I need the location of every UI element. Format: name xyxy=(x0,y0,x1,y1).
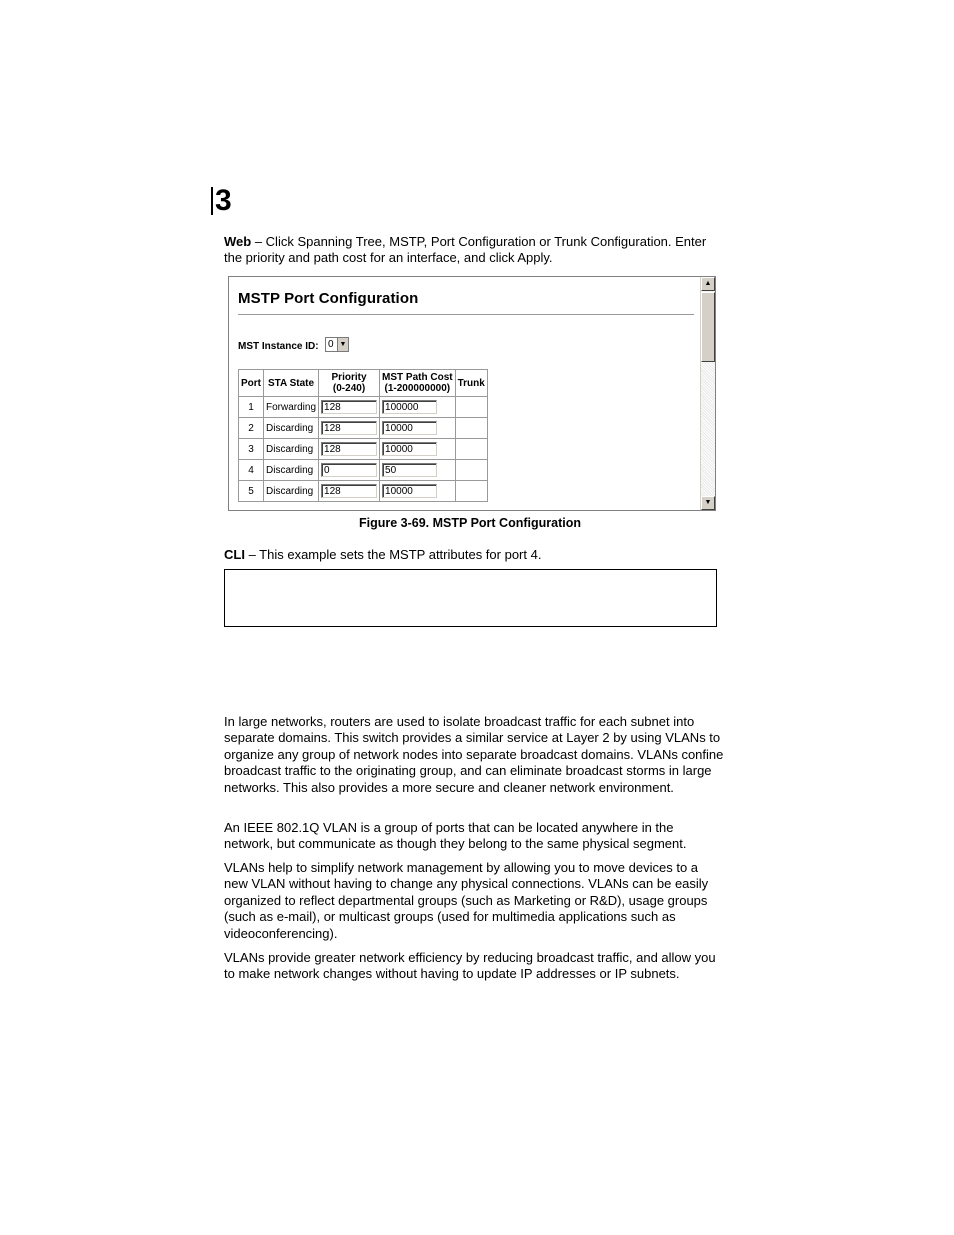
path-cost-input[interactable]: 50 xyxy=(382,463,437,477)
port-number: 3 xyxy=(239,439,264,460)
sta-state: Discarding xyxy=(264,460,319,481)
sta-state: Discarding xyxy=(264,439,319,460)
trunk-cell xyxy=(455,439,487,460)
col-path-cost-label: MST Path Cost xyxy=(382,372,453,383)
cli-label: CLI xyxy=(224,547,245,562)
col-sta-state: STA State xyxy=(264,370,319,397)
priority-input[interactable]: 0 xyxy=(321,463,377,477)
col-path-cost xyxy=(380,370,456,397)
web-instructions xyxy=(224,234,724,267)
priority-input[interactable]: 128 xyxy=(321,442,377,456)
port-table xyxy=(238,369,488,502)
cost-cell xyxy=(380,418,456,439)
sta-state: Forwarding xyxy=(264,397,319,418)
priority-input[interactable]: 128 xyxy=(321,400,377,414)
trunk-cell xyxy=(455,481,487,502)
sta-state: Discarding xyxy=(264,418,319,439)
priority-cell xyxy=(319,397,380,418)
body-paragraph: VLANs provide greater network efficiency by reducing broadcast traffic, and allow you to make network changes without having to update IP addresses or IP subnets. xyxy=(224,950,716,982)
figure-caption: Figure 3-69. MSTP Port Configuration xyxy=(358,516,581,530)
body-paragraph: An IEEE 802.1Q VLAN is a group of ports that can be located anywhere in the network, but communicate as though they belong to the same physical segment. xyxy=(224,820,687,852)
table-row xyxy=(239,481,488,502)
path-cost-input[interactable]: 10000 xyxy=(382,421,437,435)
cost-cell xyxy=(380,397,456,418)
priority-input[interactable]: 128 xyxy=(321,421,377,435)
cost-cell xyxy=(380,439,456,460)
col-trunk: Trunk xyxy=(455,370,487,397)
scroll-up-icon[interactable]: ▲ xyxy=(701,277,715,291)
priority-cell xyxy=(319,481,380,502)
cost-cell xyxy=(380,481,456,502)
port-number: 5 xyxy=(239,481,264,502)
mst-instance-select[interactable] xyxy=(325,337,349,352)
mstp-port-config-screenshot xyxy=(228,276,716,511)
path-cost-input[interactable]: 10000 xyxy=(382,484,437,498)
scroll-thumb[interactable] xyxy=(701,292,715,362)
scroll-down-icon[interactable]: ▼ xyxy=(701,496,715,510)
dropdown-arrow-icon[interactable]: ▼ xyxy=(337,338,348,351)
body-paragraph: VLANs help to simplify network management by allowing you to move devices to a new VLAN without having to change any physical connections. VLANs can be easily organized to reflect departmental groups (such as Marketing or R&D), usage groups (such as e-mail), or multicast groups (used for multimedia applications such as videoconferencing). xyxy=(224,860,709,941)
body-paragraph: In large networks, routers are used to isolate broadcast traffic for each subnet into separate domains. This switch provides a similar service at Layer 2 by using VLANs to organize any group of network nodes into separate broadcast domains. VLANs confine broadcast traffic to the originating group, and can eliminate broadcast storms in large networks. This also provides a more secure and cleaner network environment. xyxy=(224,714,724,795)
vertical-scrollbar[interactable] xyxy=(700,277,715,510)
web-instructions-text: – Click Spanning Tree, MSTP, Port Configuration or Trunk Configuration. Enter the priority and path cost for an interface, and click Apply. xyxy=(224,234,707,266)
trunk-cell xyxy=(455,418,487,439)
mst-instance-value: 0 xyxy=(328,339,334,350)
cost-cell xyxy=(380,460,456,481)
port-number: 4 xyxy=(239,460,264,481)
chapter-number: 3 xyxy=(211,187,231,215)
col-priority xyxy=(319,370,380,397)
page-title: MSTP Port Configuration xyxy=(238,290,419,307)
web-label: Web xyxy=(224,234,252,249)
port-number: 2 xyxy=(239,418,264,439)
path-cost-input[interactable]: 100000 xyxy=(382,400,437,414)
col-priority-label: Priority xyxy=(331,372,367,383)
col-priority-range: (0-240) xyxy=(332,383,366,394)
path-cost-input[interactable]: 10000 xyxy=(382,442,437,456)
mst-instance-label: MST Instance ID: xyxy=(238,341,319,352)
priority-input[interactable]: 128 xyxy=(321,484,377,498)
priority-cell xyxy=(319,439,380,460)
priority-cell xyxy=(319,418,380,439)
sta-state: Discarding xyxy=(264,481,319,502)
trunk-cell xyxy=(455,460,487,481)
priority-cell xyxy=(319,460,380,481)
col-port: Port xyxy=(239,370,264,397)
port-number: 1 xyxy=(239,397,264,418)
cli-instructions-text: – This example sets the MSTP attributes for port 4. xyxy=(244,547,542,562)
table-row xyxy=(239,460,488,481)
trunk-cell xyxy=(455,397,487,418)
table-row xyxy=(239,397,488,418)
table-row xyxy=(239,418,488,439)
cli-instructions xyxy=(224,547,724,563)
cli-example-box xyxy=(224,569,717,627)
col-path-cost-range: (1-200000000) xyxy=(384,383,451,394)
table-row xyxy=(239,439,488,460)
table-header-row xyxy=(239,370,488,397)
title-divider xyxy=(238,314,694,315)
